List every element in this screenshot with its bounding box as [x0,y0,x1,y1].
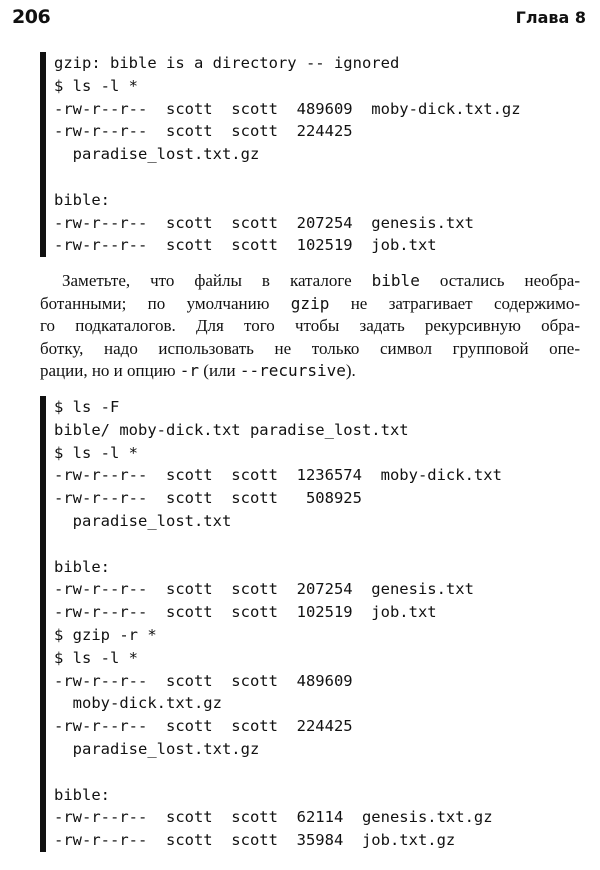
text-run: (или [199,361,240,380]
text-run: ботанными; по умолчанию [40,293,291,313]
code-text-2: $ ls -F bible/ moby-dick.txt paradise_lost.txt $ ls -l * -rw-r--r-- scott scott 1236574 moby-dick.txt -rw-r--r-- scott scott 508925 paradise_lost.txt bible: -rw-r--r-- scott scott 207254 genesis.txt -rw-r--r-- scott scott 102519 job.txt $ gzip -r * $ ls -l * -rw-r--r-- scott scott 489609 moby-dick.txt.gz -rw-r--r-- scott scott 224425 paradise_lost.txt.gz bible: -rw-r--r-- scott scott 62114 genesis.txt.gz -rw-r--r-- scott scott 35984 job.txt.gz [54,398,502,850]
code-text-1: gzip: bible is a directory -- ignored $ ls -l * -rw-r--r-- scott scott 489609 moby-dick.txt.gz -rw-r--r-- scott scott 224425 paradise_lost.txt.gz bible: -rw-r--r-- scott scott 207254 genesis.txt -rw-r--r-- scott scott 102519 job.txt [54,54,521,255]
text-run: не затрагивает содержимо- [329,293,580,313]
code-listing-2 [40,396,502,852]
page-number: 206 [12,6,51,28]
text-run: ). [345,361,356,380]
paragraph-line [40,360,580,383]
inline-code: gzip [290,293,330,313]
paragraph-line: ботку, надо использовать не только символ групповой опе- [40,338,580,358]
paragraph-line: го подкаталогов. Для того чтобы задать рекурсивную обра- [40,316,580,335]
inline-code: -r [179,361,200,380]
inline-code: bible [371,271,420,290]
text-run: Заметьте, что файлы в каталоге [62,271,372,290]
code-listing-1 [40,52,521,257]
paragraph-line [40,270,580,293]
body-paragraph [40,270,580,383]
text-run: рации, но и опцию [40,361,180,380]
text-run: остались необра- [419,271,580,290]
inline-code: --recursive [239,361,346,380]
chapter-label: Глава 8 [515,8,586,27]
paragraph-line [40,293,580,316]
